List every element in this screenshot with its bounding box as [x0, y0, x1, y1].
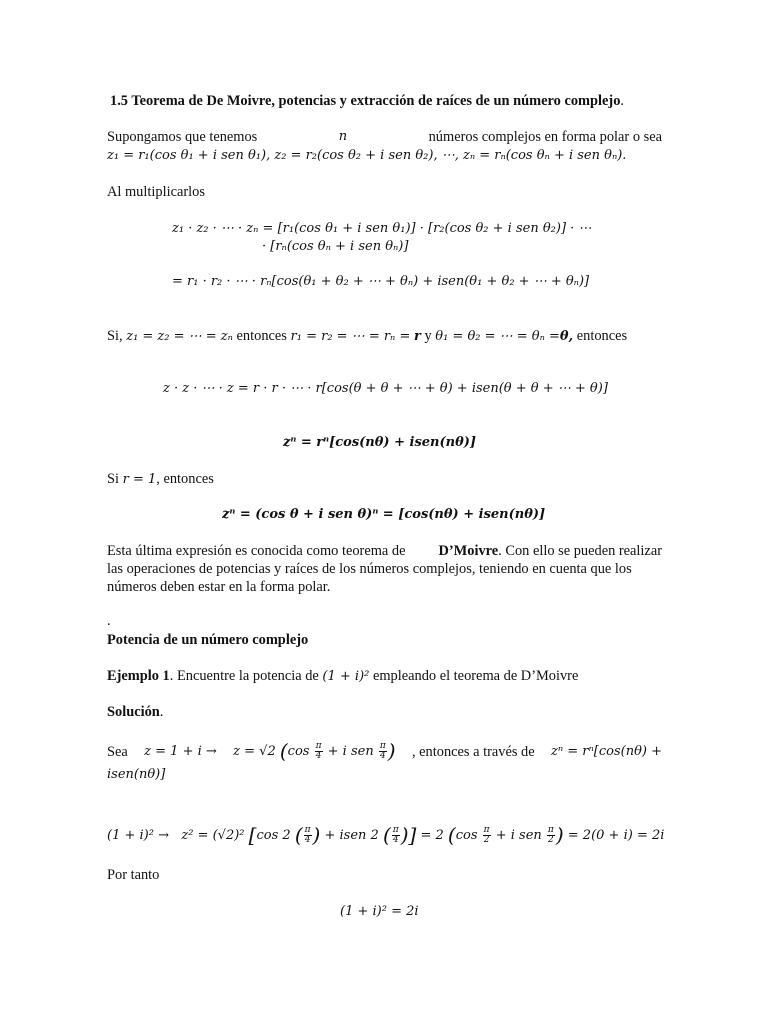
eq-demoivre: zⁿ = (cos θ + i sen θ)ⁿ = [cos(nθ) + isen(nθ)] — [222, 507, 546, 522]
section-title: Potencia de un número complejo — [107, 632, 309, 648]
sea-polar: z = √2 (cos $\frac{\pi}{4}$ + i sen $\frac{\pi}{4}$ ) — [233, 739, 396, 763]
intro-line-1: Supongamos que tenemos n números complejos en forma polar o sea — [107, 129, 662, 145]
multiply-label: Al multiplicarlos — [107, 184, 205, 200]
calc-line: (1 + i)² → z² = (√2)² [cos 2 ( $\frac{\pi}{4}$ ) + isen 2 ( $\frac{\pi}{4}$ )] = 2 (cos $\frac{\pi}{2}$ + i sen $\frac{\pi}{2}$ ) = 2(0 + i) = 2i — [107, 823, 665, 847]
si-r-line: Si r = 1, entonces — [107, 471, 214, 487]
sea-formula-cont: isen(nθ)] — [107, 767, 166, 782]
example-line: Ejemplo 1. Encuentre la potencia de (1 + i)² empleando el teorema de D’Moivre — [107, 668, 579, 684]
si-line: Si, z₁ = z₂ = ⋯ = zₙ entonces r₁ = r₂ = ⋯ = rₙ = r y θ₁ = θ₂ = ⋯ = θₙ =θ, entonces — [107, 328, 628, 344]
solution-label: Solución. — [107, 704, 164, 720]
sea-line: Sea z = 1 + i → z = √2 (cos $\frac{\pi}{4}$ + i sen $\frac{\pi}{4}$ ) , entonces a través de zⁿ = rⁿ[cos(nθ) + — [107, 739, 662, 763]
para-line-2: las operaciones de potencias y raíces de los números complejos, teniendo en cuenta que los — [107, 561, 632, 577]
eq-product-1: z₁ · z₂ · ⋯ · zₙ = [r₁(cos θ₁ + i sen θ₁)] · [r₂(cos θ₂ + i sen θ₂)] · ⋯ — [172, 221, 592, 236]
eq-product-3: = r₁ · r₂ · ⋯ · rₙ[cos(θ₁ + θ₂ + ⋯ + θₙ) + isen(θ₁ + θ₂ + ⋯ + θₙ)] — [172, 274, 590, 289]
para-line-1: Esta última expresión es conocida como teorema de D’Moivre. Con ello se pueden realizar — [107, 543, 662, 559]
polar-list: z₁ = r₁(cos θ₁ + i sen θ₁), z₂ = r₂(cos θ₂ + i sen θ₂), ⋯, zₙ = rₙ(cos θₙ + i sen θₙ). — [107, 148, 627, 163]
eq-zn: zⁿ = rⁿ[cos(nθ) + isen(nθ)] — [283, 435, 477, 450]
por-tanto: Por tanto — [107, 867, 160, 883]
section-heading: 1.5 Teorema de De Moivre, potencias y extracción de raíces de un número complejo. — [110, 93, 624, 109]
final-eq: (1 + i)² = 2i — [340, 904, 419, 919]
eq-product-2: · [rₙ(cos θₙ + i sen θₙ)] — [262, 239, 409, 254]
para-line-3: números deben estar en la forma polar. — [107, 579, 331, 595]
stray-dot: . — [107, 613, 111, 629]
eq-zz: z · z · ⋯ · z = r · r · ⋯ · r[cos(θ + θ + ⋯ + θ) + isen(θ + θ + ⋯ + θ)] — [163, 381, 608, 396]
